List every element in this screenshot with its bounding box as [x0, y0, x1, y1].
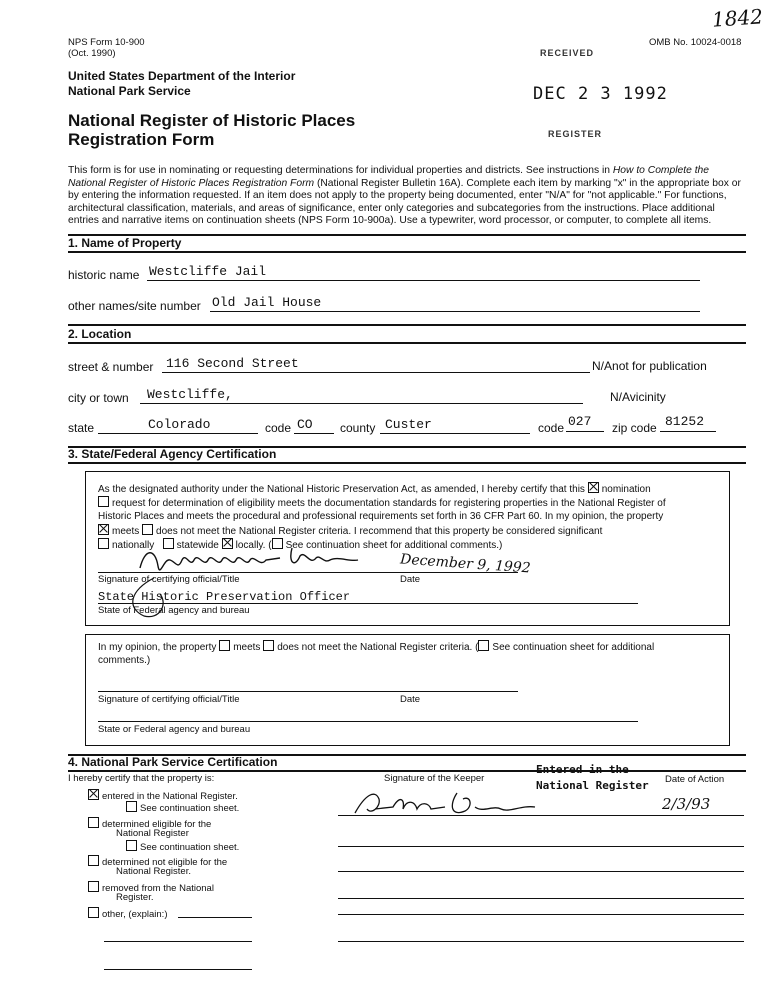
state-code-label: code: [265, 421, 292, 435]
not-eligible-checkbox[interactable]: [88, 855, 99, 866]
option-other: other, (explain:): [88, 907, 167, 920]
section4-heading: 4. National Park Service Certification: [68, 755, 278, 769]
zip-label: zip code: [612, 421, 657, 435]
service: National Park Service: [68, 84, 191, 98]
option-not-eligible-line2: National Register.: [116, 866, 191, 877]
historic-name-label: historic name: [68, 268, 140, 282]
does-not-meet-checkbox[interactable]: [142, 524, 153, 535]
option-entered-continuation: See continuation sheet.: [126, 801, 239, 814]
not-for-publication: N/Anot for publication: [592, 359, 707, 373]
certifying-date: December 9, 1992: [399, 551, 532, 577]
city-value[interactable]: Westcliffe,: [147, 387, 233, 402]
certification-text: As the designated authority under the National Historic Preservation Act, as amended, I hereby certify that this nomination request for determination of eligibility meets the documentation standards for registering properties in the National Register of Historic Places and meets the procedural and professional requirements set forth in 36 CFR Part 60. In my opinion, the property meets does not meet the National Register criteria. I recommend that this property be considered significant nationally statewide locally. ( See continuation sheet for additional comments.): [98, 484, 666, 551]
box2-does-not-meet-checkbox[interactable]: [263, 640, 274, 651]
other-checkbox[interactable]: [88, 907, 99, 918]
box2-meets-checkbox[interactable]: [219, 640, 230, 651]
signature-label: Signature of certifying official/Title: [98, 574, 240, 585]
date-label: Date: [400, 574, 421, 585]
option-entered: entered in the National Register.: [88, 789, 238, 802]
agency-label: State of Federal agency and bureau: [98, 605, 250, 616]
request-checkbox[interactable]: [98, 496, 109, 507]
county-code-value[interactable]: 027: [568, 414, 592, 429]
form-title-line2: Registration Form: [68, 130, 215, 149]
entered-stamp-line1: Entered in the: [536, 763, 629, 776]
section1-heading: 1. Name of Property: [68, 236, 182, 250]
option-eligible-line2: National Register: [116, 828, 189, 839]
corner-handwritten-number: 1842: [711, 4, 764, 32]
zip-value[interactable]: 81252: [665, 414, 705, 429]
city-label: city or town: [68, 391, 129, 405]
box2-agency-label: State or Federal agency and bureau: [98, 724, 251, 735]
form-title-line1: National Register of Historic Places: [68, 111, 356, 130]
state-label: state: [68, 421, 95, 435]
opinion-text: In my opinion, the property meets does not meet the National Register criteria. ( See continuation sheet for additional comments.): [98, 642, 655, 666]
received-date-stamp: DEC 2 3 1992: [533, 84, 668, 104]
option-removed: removed from the National: [88, 881, 214, 894]
instructions: This form is for use in nominating or requesting determinations for individual properties and districts. See instructions in How to Complete the National Register of Historic Places Registration Form (National Register Bulletin 16A). Complete each item by marking "x" in the appropriate box or by entering the information requested. If an item does not apply to the property being documented, enter "N/A" for "not applicable." For functions, architectural classification, materials, and areas of significance, enter only categories and subcategories from the instructions. Place additional entries and narrative items on continuation sheets (NPS Form 10-900a). Use a typewriter, word processor, or computer, to complete all items.: [68, 165, 741, 227]
box2-date-label: Date: [400, 694, 421, 705]
vicinity: N/Avicinity: [610, 390, 666, 404]
removed-checkbox[interactable]: [88, 881, 99, 892]
other-names-value[interactable]: Old Jail House: [212, 295, 322, 310]
historic-name-value[interactable]: Westcliffe Jail: [149, 264, 267, 279]
county-label: county: [340, 421, 376, 435]
certify-statement: I hereby certify that the property is:: [68, 773, 215, 784]
entered-continuation-checkbox[interactable]: [126, 801, 137, 812]
nationally-checkbox[interactable]: [98, 538, 109, 549]
street-label: street & number: [68, 360, 154, 374]
section3-heading: 3. State/Federal Agency Certification: [68, 447, 277, 461]
option-removed-line2: Register.: [116, 892, 154, 903]
street-value[interactable]: 116 Second Street: [166, 356, 299, 371]
section2-heading: 2. Location: [68, 327, 132, 341]
omb-number: OMB No. 10024-0018: [649, 37, 742, 48]
keeper-label: Signature of the Keeper: [384, 773, 485, 784]
eligible-checkbox[interactable]: [88, 817, 99, 828]
entered-stamp-line2: National Register: [536, 779, 649, 792]
box2-signature-label: Signature of certifying official/Title: [98, 694, 240, 705]
county-code-label: code: [538, 421, 565, 435]
other-names-label: other names/site number: [68, 299, 201, 313]
state-value[interactable]: Colorado: [148, 417, 211, 432]
department: United States Department of the Interior: [68, 69, 296, 83]
form-number: NPS Form 10-900: [68, 37, 145, 48]
option-not-eligible: determined not eligible for the: [88, 855, 227, 868]
entered-checkbox[interactable]: [88, 789, 99, 800]
state-code-value[interactable]: CO: [297, 417, 313, 432]
register-stamp: REGISTER: [548, 129, 603, 139]
date-of-action-value: 2/3/93: [662, 795, 711, 813]
box2-see-continuation-checkbox[interactable]: [478, 640, 489, 651]
meets-checkbox[interactable]: [98, 524, 109, 535]
eligible-continuation-checkbox[interactable]: [126, 840, 137, 851]
official-title-value[interactable]: State Historic Preservation Officer: [98, 590, 351, 604]
option-eligible: determined eligible for the: [88, 817, 211, 830]
nomination-checkbox[interactable]: [588, 482, 599, 493]
county-value[interactable]: Custer: [385, 417, 432, 432]
date-of-action-label: Date of Action: [665, 774, 725, 785]
keeper-signature: [345, 785, 565, 825]
form-date: (Oct. 1990): [68, 48, 116, 59]
option-eligible-continuation: See continuation sheet.: [126, 840, 239, 853]
received-stamp: RECEIVED: [540, 48, 595, 58]
